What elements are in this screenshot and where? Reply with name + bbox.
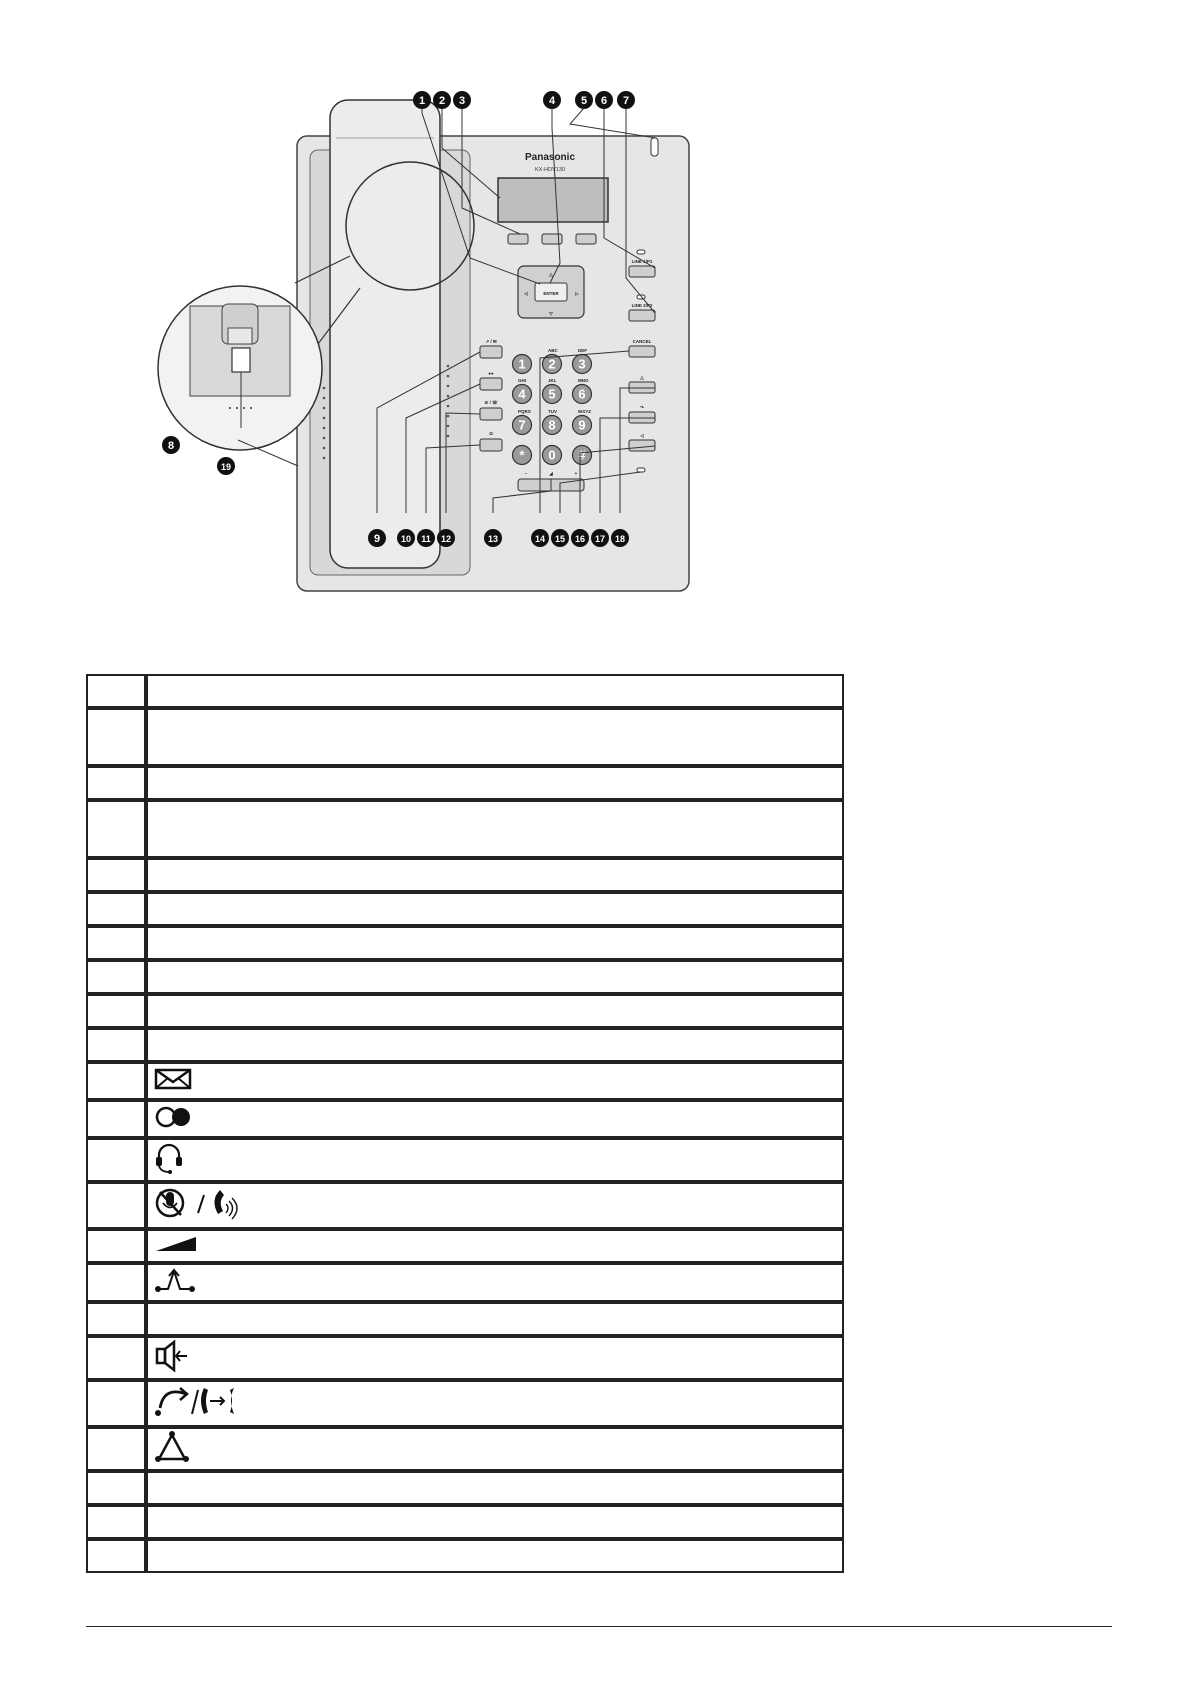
phone-diagram bbox=[80, 88, 720, 600]
line1-button[interactable] bbox=[629, 266, 655, 277]
row-description-cell bbox=[146, 892, 844, 926]
table-row bbox=[86, 1380, 844, 1427]
callout-7 bbox=[617, 91, 635, 109]
table-row bbox=[86, 1302, 844, 1336]
headset-button[interactable] bbox=[480, 439, 502, 451]
row-description-cell bbox=[146, 708, 844, 766]
row-description-cell bbox=[146, 1380, 844, 1427]
svg-text:◢: ◢ bbox=[549, 471, 553, 476]
svg-text:2: 2 bbox=[438, 95, 446, 107]
brand-label: Panasonic bbox=[524, 152, 576, 163]
redial-icon bbox=[154, 1382, 238, 1420]
row-number-cell bbox=[86, 1302, 146, 1336]
svg-text:△: △ bbox=[549, 272, 553, 277]
row-description-cell bbox=[146, 674, 844, 708]
callout-6 bbox=[595, 91, 613, 109]
row-number-cell bbox=[86, 674, 146, 708]
svg-text:14: 14 bbox=[534, 534, 546, 544]
table-row bbox=[86, 1427, 844, 1471]
callout-15 bbox=[551, 529, 569, 547]
cancel-button[interactable] bbox=[629, 346, 655, 357]
row-number-cell bbox=[86, 1539, 146, 1573]
key-letters: DEF bbox=[578, 348, 587, 353]
speakerphone-icon bbox=[154, 1339, 190, 1373]
svg-text:●●: ●● bbox=[488, 371, 494, 376]
callout-12 bbox=[437, 529, 455, 547]
cancel-label: CANCEL bbox=[632, 339, 652, 344]
svg-text:▷: ▷ bbox=[575, 291, 579, 296]
callout-4 bbox=[543, 91, 561, 109]
callout-16 bbox=[571, 529, 589, 547]
message-transfer-button[interactable] bbox=[480, 346, 502, 358]
handset bbox=[330, 100, 440, 568]
svg-text:3: 3 bbox=[458, 95, 466, 107]
svg-text:Ω: Ω bbox=[489, 431, 493, 436]
key-digit: 1 bbox=[518, 356, 526, 372]
hold-button[interactable] bbox=[480, 378, 502, 390]
row-number-cell bbox=[86, 1471, 146, 1505]
key-letters: GHI bbox=[518, 378, 527, 383]
key-digit: 3 bbox=[578, 356, 586, 372]
hook-switch bbox=[232, 348, 250, 372]
svg-text:19: 19 bbox=[220, 462, 232, 472]
key-letters: TUV bbox=[548, 409, 557, 414]
row-number-cell bbox=[86, 892, 146, 926]
row-number-cell bbox=[86, 960, 146, 994]
row-description-cell bbox=[146, 1100, 844, 1138]
callout-1 bbox=[413, 91, 431, 109]
svg-text:11: 11 bbox=[421, 534, 431, 544]
line2-button[interactable] bbox=[629, 310, 655, 321]
svg-text:◁: ◁ bbox=[524, 291, 528, 296]
row-number-cell bbox=[86, 1505, 146, 1539]
callout-3 bbox=[453, 91, 471, 109]
row-description-cell bbox=[146, 1229, 844, 1263]
key-0[interactable] bbox=[543, 446, 562, 465]
svg-text:4: 4 bbox=[548, 95, 556, 107]
key-digit: 6 bbox=[578, 386, 586, 402]
table-row bbox=[86, 960, 844, 994]
table-row bbox=[86, 1182, 844, 1229]
key-star[interactable] bbox=[513, 446, 532, 465]
callout-19 bbox=[217, 457, 235, 475]
message-lamp bbox=[651, 138, 658, 156]
svg-text:6: 6 bbox=[600, 95, 608, 107]
table-row bbox=[86, 1336, 844, 1380]
callout-11 bbox=[417, 529, 435, 547]
svg-text:15: 15 bbox=[554, 534, 566, 544]
svg-text:⊘ / ☏: ⊘ / ☏ bbox=[484, 400, 498, 405]
svg-text:10: 10 bbox=[400, 534, 412, 544]
soft-key-3[interactable] bbox=[576, 234, 596, 244]
table-row bbox=[86, 800, 844, 858]
row-description-cell bbox=[146, 1539, 844, 1573]
row-number-cell bbox=[86, 1263, 146, 1302]
key-digit: 4 bbox=[518, 386, 526, 402]
key-digit: # bbox=[578, 447, 586, 463]
footer-rule bbox=[86, 1626, 1112, 1627]
row-description-cell bbox=[146, 1263, 844, 1302]
row-description-cell bbox=[146, 1028, 844, 1062]
row-number-cell bbox=[86, 1138, 146, 1182]
key-hash[interactable] bbox=[573, 446, 592, 465]
svg-text:1: 1 bbox=[418, 95, 426, 107]
hold-icon bbox=[154, 1105, 194, 1129]
key-letters: JKL bbox=[548, 378, 557, 383]
row-number-cell bbox=[86, 858, 146, 892]
callout-2 bbox=[433, 91, 451, 109]
row-description-cell bbox=[146, 1138, 844, 1182]
svg-text:◁: ◁ bbox=[640, 433, 644, 438]
row-description-cell bbox=[146, 926, 844, 960]
row-description-cell bbox=[146, 800, 844, 858]
mute-icon bbox=[154, 1184, 238, 1222]
row-description-cell bbox=[146, 1427, 844, 1471]
speakerphone-button[interactable] bbox=[629, 440, 655, 451]
table-row bbox=[86, 994, 844, 1028]
table-row bbox=[86, 858, 844, 892]
row-number-cell bbox=[86, 1229, 146, 1263]
svg-text:16: 16 bbox=[574, 534, 586, 544]
volume-icon bbox=[154, 1233, 198, 1255]
volume-minus-label: − bbox=[524, 471, 528, 476]
table-row bbox=[86, 1539, 844, 1573]
row-number-cell bbox=[86, 1427, 146, 1471]
key-digit: 7 bbox=[518, 417, 526, 433]
svg-text:18: 18 bbox=[614, 534, 626, 544]
table-row bbox=[86, 674, 844, 708]
row-description-cell bbox=[146, 1182, 844, 1229]
mute-button[interactable] bbox=[480, 408, 502, 420]
table-row bbox=[86, 1263, 844, 1302]
row-number-cell bbox=[86, 1028, 146, 1062]
row-description-cell bbox=[146, 766, 844, 800]
svg-text:▽: ▽ bbox=[549, 311, 553, 316]
row-number-cell bbox=[86, 1100, 146, 1138]
key-letters: MNO bbox=[578, 378, 589, 383]
svg-text:12: 12 bbox=[440, 534, 452, 544]
table-row bbox=[86, 892, 844, 926]
svg-text:↷: ↷ bbox=[640, 405, 644, 410]
svg-text:8: 8 bbox=[167, 440, 175, 452]
table-row bbox=[86, 1229, 844, 1263]
row-number-cell bbox=[86, 1062, 146, 1100]
key-letters: WXYZ bbox=[578, 409, 591, 414]
line2-label: LINE 2/P2 bbox=[631, 303, 653, 308]
row-number-cell bbox=[86, 708, 146, 766]
key-digit: 9 bbox=[578, 417, 586, 433]
key-digit: 0 bbox=[548, 447, 556, 463]
callout-14 bbox=[531, 529, 549, 547]
row-description-cell bbox=[146, 994, 844, 1028]
svg-text:13: 13 bbox=[487, 534, 499, 544]
table-row bbox=[86, 1062, 844, 1100]
volume-plus-label: + bbox=[574, 471, 578, 476]
row-number-cell bbox=[86, 994, 146, 1028]
row-number-cell bbox=[86, 1182, 146, 1229]
message-icon bbox=[154, 1067, 194, 1091]
svg-text:△: △ bbox=[640, 375, 644, 380]
key-digit: 8 bbox=[548, 417, 556, 433]
parts-table bbox=[86, 674, 844, 1573]
svg-text:9: 9 bbox=[373, 533, 381, 545]
row-description-cell bbox=[146, 1505, 844, 1539]
row-description-cell bbox=[146, 1062, 844, 1100]
table-row bbox=[86, 766, 844, 800]
table-row bbox=[86, 1138, 844, 1182]
row-number-cell bbox=[86, 1380, 146, 1427]
table-row bbox=[86, 1028, 844, 1062]
model-label: KX-HDV130 bbox=[535, 167, 565, 173]
svg-text:↗ / ✉: ↗ / ✉ bbox=[485, 339, 497, 344]
row-description-cell bbox=[146, 1302, 844, 1336]
speakerphone-lamp bbox=[637, 468, 645, 472]
row-number-cell bbox=[86, 766, 146, 800]
soft-key-1[interactable] bbox=[508, 234, 528, 244]
enter-label: ENTER bbox=[543, 291, 559, 296]
svg-text:17: 17 bbox=[594, 534, 606, 544]
callout-8 bbox=[162, 436, 180, 454]
callout-13 bbox=[484, 529, 502, 547]
key-digit: * bbox=[519, 447, 525, 463]
callout-9 bbox=[368, 529, 386, 547]
phone-illustration bbox=[80, 88, 720, 600]
table-row bbox=[86, 1471, 844, 1505]
conference-icon bbox=[154, 1430, 194, 1464]
transfer-icon bbox=[154, 1265, 198, 1295]
table-row bbox=[86, 926, 844, 960]
callout-10 bbox=[397, 529, 415, 547]
line1-label: LINE 1/P1 bbox=[631, 259, 653, 264]
table-row bbox=[86, 1505, 844, 1539]
row-description-cell bbox=[146, 1336, 844, 1380]
table-row bbox=[86, 708, 844, 766]
table-row bbox=[86, 1100, 844, 1138]
key-letters: PQRS bbox=[518, 409, 531, 414]
row-number-cell bbox=[86, 800, 146, 858]
headset-icon bbox=[154, 1141, 184, 1175]
svg-text:7: 7 bbox=[622, 95, 630, 107]
callout-5 bbox=[575, 91, 593, 109]
callout-18 bbox=[611, 529, 629, 547]
key-letters: ABC bbox=[548, 348, 558, 353]
key-1[interactable] bbox=[513, 355, 532, 374]
row-description-cell bbox=[146, 1471, 844, 1505]
callout-17 bbox=[591, 529, 609, 547]
key-digit: 5 bbox=[548, 386, 556, 402]
row-number-cell bbox=[86, 926, 146, 960]
key-digit: 2 bbox=[548, 356, 556, 372]
row-description-cell bbox=[146, 858, 844, 892]
svg-text:5: 5 bbox=[580, 95, 588, 107]
row-description-cell bbox=[146, 960, 844, 994]
row-number-cell bbox=[86, 1336, 146, 1380]
lcd-display bbox=[498, 178, 608, 222]
